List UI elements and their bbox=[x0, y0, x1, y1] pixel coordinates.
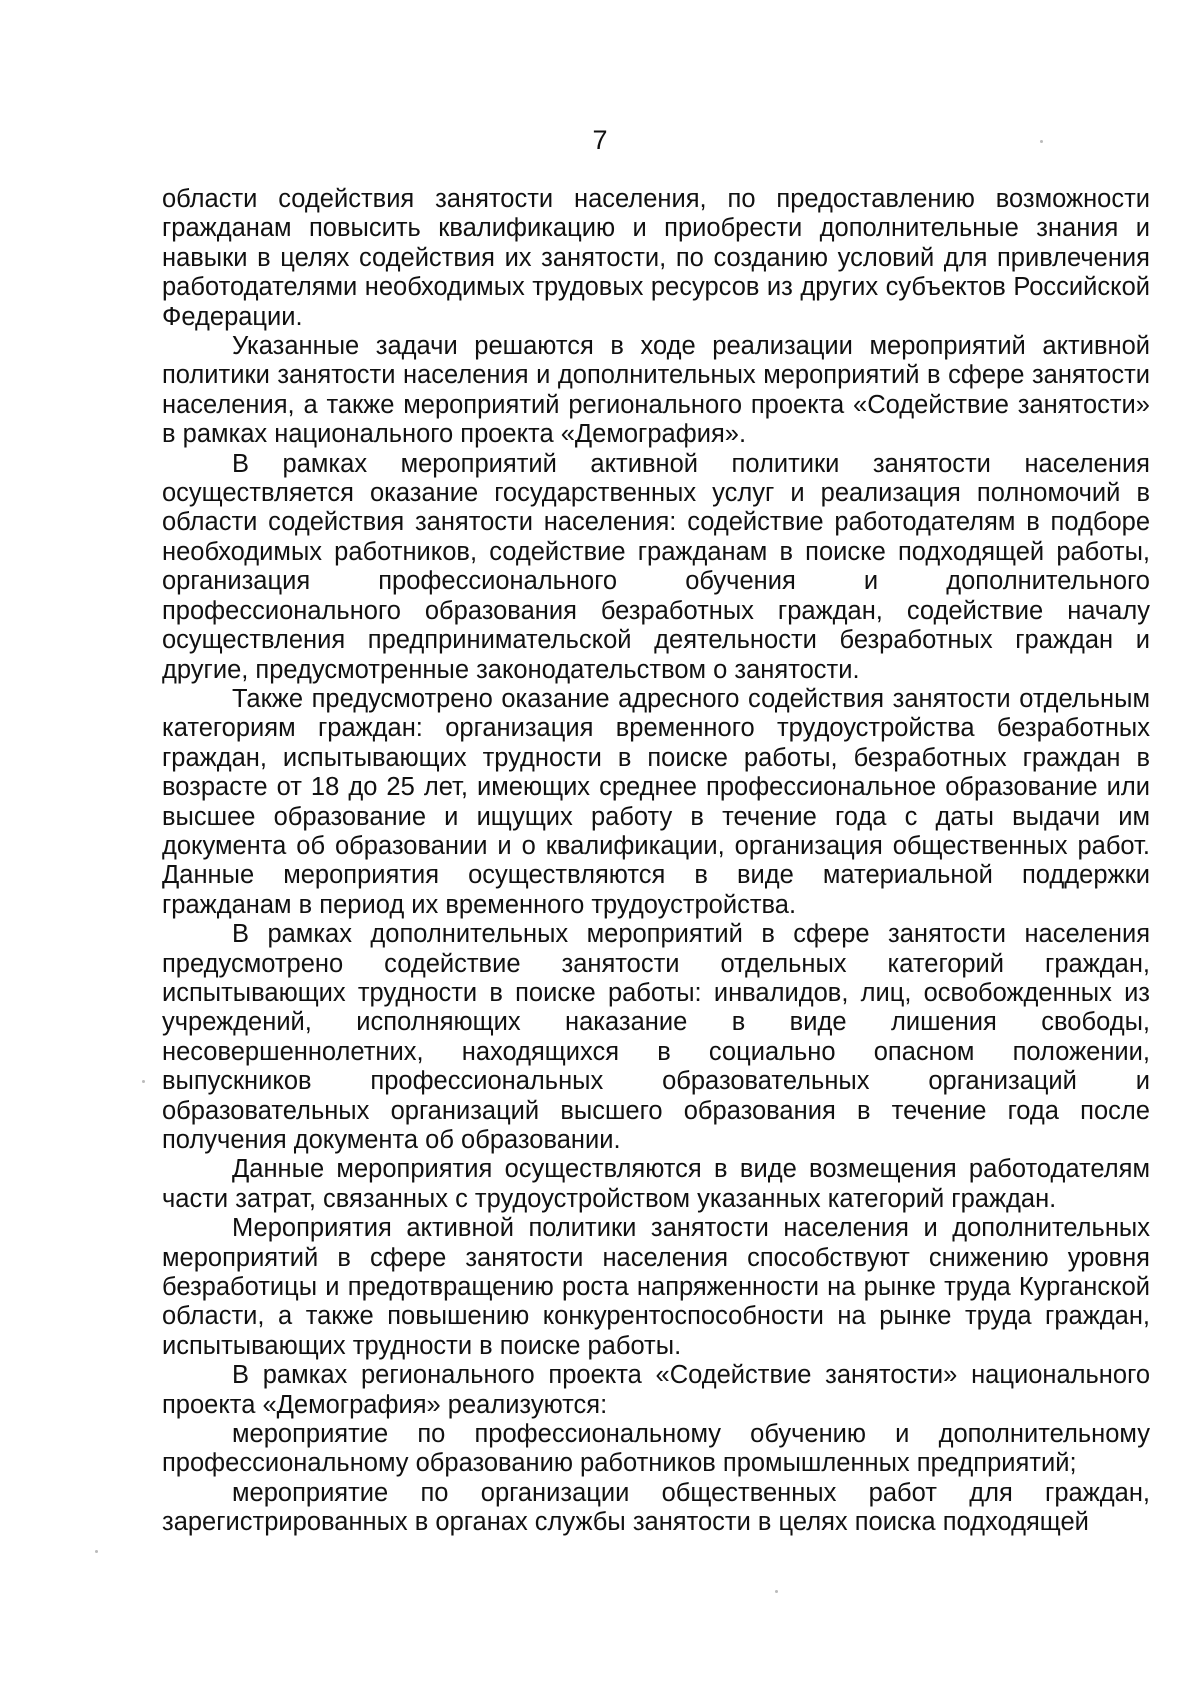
paragraph-9: мероприятие по профессиональному обучению и дополнительному профессиональному образованию работников промышленных предприятий; bbox=[162, 1420, 1150, 1478]
paragraph-5: В рамках дополнительных мероприятий в сфере занятости населения предусмотрено содействие занятости отдельных категорий граждан, испытывающих трудности в поиске работы: инвалидов, лиц, освобожденных из учреждений, исполняющих наказание в виде лишения свободы, несовершеннолетних, находящихся в социально опасном положении, выпускников профессиональных образовательных организаций и образовательных организаций высшего образования в течение года после получения документа об образовании. bbox=[162, 920, 1150, 1154]
paragraph-8: В рамках регионального проекта «Содействие занятости» национального проекта «Демография» реализуются: bbox=[162, 1361, 1150, 1419]
page-number: 7 bbox=[592, 125, 608, 155]
paragraph-2: Указанные задачи решаются в ходе реализации мероприятий активной политики занятости населения и дополнительных мероприятий в сфере занятости населения, а также мероприятий регионального проекта «Содействие занятости» в рамках национального проекта «Демография». bbox=[162, 332, 1150, 449]
scan-speck bbox=[95, 1550, 98, 1553]
paragraph-10: мероприятие по организации общественных работ для граждан, зарегистрированных в органах службы занятости в целях поиска подходящей bbox=[162, 1478, 1150, 1537]
scan-speck bbox=[775, 1590, 778, 1593]
paragraph-1: области содействия занятости населения, по предоставлению возможности гражданам повысить квалификацию и приобрести дополнительные знания и навыки в целях содействия их занятости, по созданию условий для привлечения работодателями необходимых трудовых ресурсов из других субъектов Российской Федерации. bbox=[162, 185, 1150, 331]
scan-speck bbox=[142, 1080, 145, 1083]
scan-speck bbox=[1040, 140, 1043, 143]
paragraph-4: Также предусмотрено оказание адресного содействия занятости отдельным категориям граждан: организация временного трудоустройства безработных граждан, испытывающих трудности в поиске работы, безработных граждан в возрасте от 18 до 25 лет, имеющих среднее профессиональное образование или высшее образование и ищущих работу в течение года с даты выдачи им документа об образовании и о квалификации, организация общественных работ. Данные мероприятия осуществляются в виде материальной поддержки гражданам в период их временного трудоустройства. bbox=[162, 684, 1150, 919]
document-body bbox=[162, 185, 1150, 1538]
paragraph-7: Мероприятия активной политики занятости населения и дополнительных мероприятий в сфере занятости населения способствуют снижению уровня безработицы и предотвращению роста напряженности на рынке труда Курганской области, а также повышению конкурентоспособности на рынке труда граждан, испытывающих трудности в поиске работы. bbox=[162, 1214, 1150, 1360]
paragraph-3: В рамках мероприятий активной политики занятости населения осуществляется оказание государственных услуг и реализация полномочий в области содействия занятости населения: содействие работодателям в подборе необходимых работников, содействие гражданам в поиске подходящей работы, организация профессионального обучения и дополнительного профессионального образования безработных граждан, содействие началу осуществления предпринимательской деятельности безработных граждан и другие, предусмотренные законодательством о занятости. bbox=[162, 449, 1150, 684]
paragraph-6: Данные мероприятия осуществляются в виде возмещения работодателям части затрат, связанных с трудоустройством указанных категорий граждан. bbox=[162, 1155, 1150, 1213]
